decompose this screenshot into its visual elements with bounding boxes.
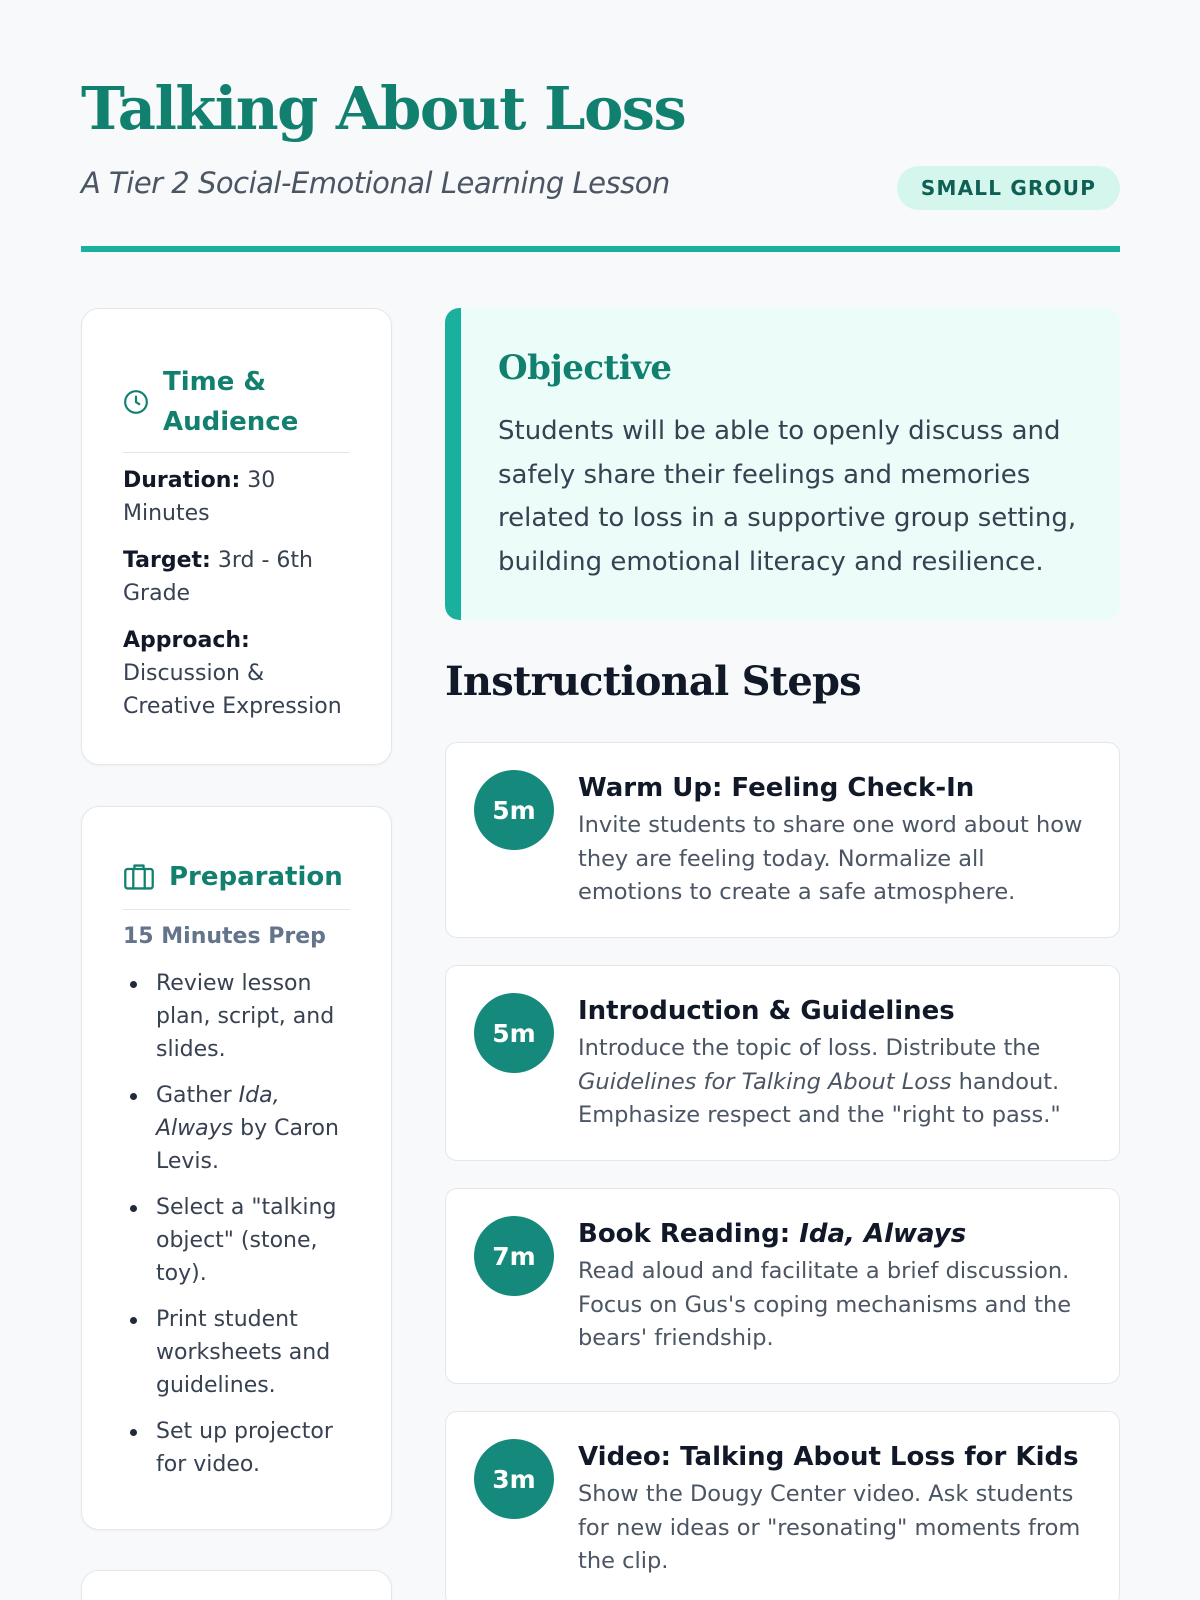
list-item: Set up projector for video. [123, 1415, 353, 1481]
preparation-heading: Preparation [169, 861, 343, 892]
step-description: Invite students to share one word about how they are feeling today. Normalize all emotions to create a safe atmosphere. [578, 812, 1083, 905]
target-info [123, 544, 353, 610]
list-item: Print student worksheets and guidelines. [123, 1303, 353, 1402]
step-card [445, 742, 1120, 938]
step-title: Introduction & Guidelines [578, 996, 955, 1026]
approach-info [123, 624, 353, 723]
preparation-card [81, 806, 392, 1530]
steps-heading: Instructional Steps [445, 658, 861, 705]
approach-label: Approach: [123, 628, 250, 653]
next-card [81, 1570, 392, 1600]
step-title: Video: Talking About Loss for Kids [578, 1442, 1079, 1472]
header-divider [81, 246, 1120, 252]
step-time-badge: 5m [474, 993, 554, 1073]
time-audience-card [81, 308, 392, 765]
step-time-badge: 3m [474, 1439, 554, 1519]
book-title: Ida, Always [799, 1219, 967, 1249]
approach-value: Discussion & Creative Expression [123, 661, 342, 719]
target-value: 3rd - 6th Grade [123, 548, 313, 606]
step-description: Read aloud and facilitate a brief discussion. Focus on Gus's coping mechanisms and the bears' friendship. [578, 1258, 1072, 1351]
step-card [445, 1188, 1120, 1384]
page-title: Talking About Loss [81, 74, 686, 143]
time-audience-header [123, 351, 350, 453]
objective-panel [445, 308, 1120, 620]
prep-list [123, 967, 353, 1494]
handout-title: Guidelines for Talking About Loss [578, 1068, 952, 1095]
target-label: Target: [123, 548, 211, 573]
duration-label: Duration: [123, 468, 241, 493]
objective-text: Students will be able to openly discuss and safely share their feelings and memories related to loss in a supportive group setting, building emotional literacy and resilience. [498, 416, 1077, 577]
objective-accent-bar [445, 308, 461, 620]
step-time-badge: 7m [474, 1216, 554, 1296]
step-card [445, 965, 1120, 1161]
list-item: Select a "talking object" (stone, toy). [123, 1191, 353, 1290]
objective-heading: Objective [498, 348, 672, 388]
step-card [445, 1411, 1120, 1600]
step-title: Book Reading: Ida, Always [578, 1219, 967, 1249]
step-title: Warm Up: Feeling Check-In [578, 773, 975, 803]
briefcase-icon [123, 863, 155, 891]
prep-time: 15 Minutes Prep [123, 924, 326, 949]
duration-info [123, 464, 353, 530]
group-badge: SMALL GROUP [897, 166, 1120, 210]
preparation-header [123, 844, 350, 910]
clock-icon [123, 389, 149, 415]
page-subtitle: A Tier 2 Social-Emotional Learning Lesson [81, 166, 670, 200]
step-description: Introduce the topic of loss. Distribute the Guidelines for Talking About Loss handout. Emphasize respect and the "right to pass." [578, 1035, 1061, 1128]
duration-value: 30 Minutes [123, 468, 276, 526]
book-title: Ida, Always [156, 1083, 280, 1141]
list-item: Review lesson plan, script, and slides. [123, 967, 353, 1066]
step-description: Show the Dougy Center video. Ask students for new ideas or "resonating" moments from the clip. [578, 1481, 1081, 1574]
step-time-badge: 5m [474, 770, 554, 850]
time-audience-heading: Time & Audience [163, 366, 299, 437]
list-item: Gather Ida, Always by Caron Levis. [123, 1079, 353, 1178]
